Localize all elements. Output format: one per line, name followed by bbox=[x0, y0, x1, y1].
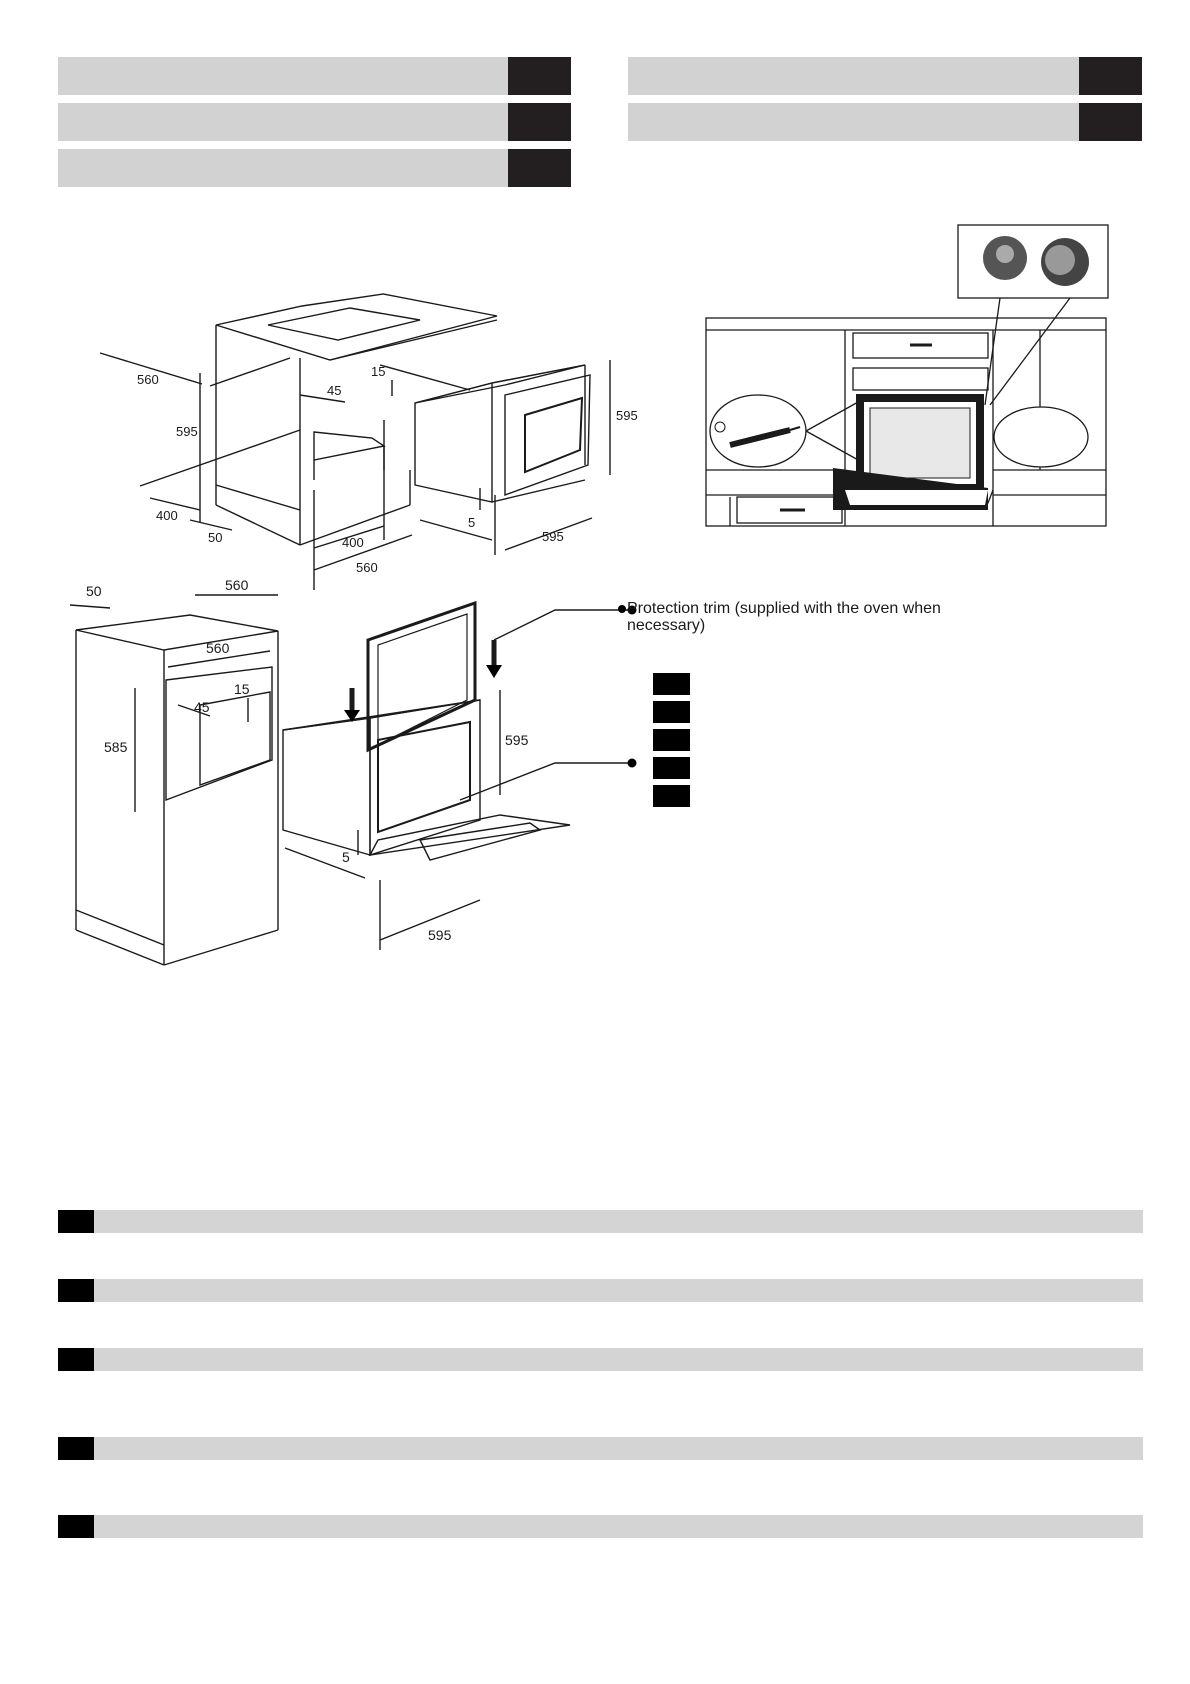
dim-label: 50 bbox=[86, 583, 102, 599]
dim-label: 560 bbox=[356, 560, 378, 575]
dim-label: 560 bbox=[206, 640, 230, 656]
dim-label: 400 bbox=[156, 508, 178, 523]
language-tag bbox=[58, 1348, 94, 1371]
section-bar-5 bbox=[58, 1515, 1143, 1538]
section-bar-3 bbox=[58, 1348, 1143, 1371]
language-tag bbox=[58, 1210, 94, 1233]
dim-label: 5 bbox=[342, 849, 350, 865]
language-square bbox=[653, 701, 690, 723]
dim-label: 45 bbox=[327, 383, 342, 398]
dim-label: 45 bbox=[194, 699, 210, 715]
language-tag bbox=[58, 1515, 94, 1538]
dim-label: 595 bbox=[616, 408, 638, 423]
dim-label: 50 bbox=[208, 530, 223, 545]
dim-label: 5 bbox=[468, 515, 476, 530]
section-bar-1 bbox=[58, 1210, 1143, 1233]
dim-label: 15 bbox=[234, 681, 250, 697]
language-tag bbox=[58, 1279, 94, 1302]
protection-trim-text: Protection trim (supplied with the oven when necessary) bbox=[627, 600, 941, 634]
language-tag bbox=[58, 1437, 94, 1460]
dim-label: 560 bbox=[225, 577, 249, 593]
section-bar-2 bbox=[58, 1279, 1143, 1302]
dim-label: 595 bbox=[505, 732, 529, 748]
language-square bbox=[653, 673, 690, 695]
dim-label: 400 bbox=[342, 535, 364, 550]
dim-label: 15 bbox=[371, 364, 386, 379]
dim-label: 585 bbox=[104, 739, 128, 755]
dim-label: 560 bbox=[137, 372, 159, 387]
callout-dot bbox=[618, 605, 626, 613]
language-square bbox=[653, 729, 690, 751]
section-bar-4 bbox=[58, 1437, 1143, 1460]
language-square bbox=[653, 757, 690, 779]
dim-label: 595 bbox=[176, 424, 198, 439]
protection-trim-label bbox=[627, 600, 947, 634]
language-square bbox=[653, 785, 690, 807]
dim-label: 595 bbox=[542, 529, 564, 544]
dim-label: 595 bbox=[428, 927, 452, 943]
